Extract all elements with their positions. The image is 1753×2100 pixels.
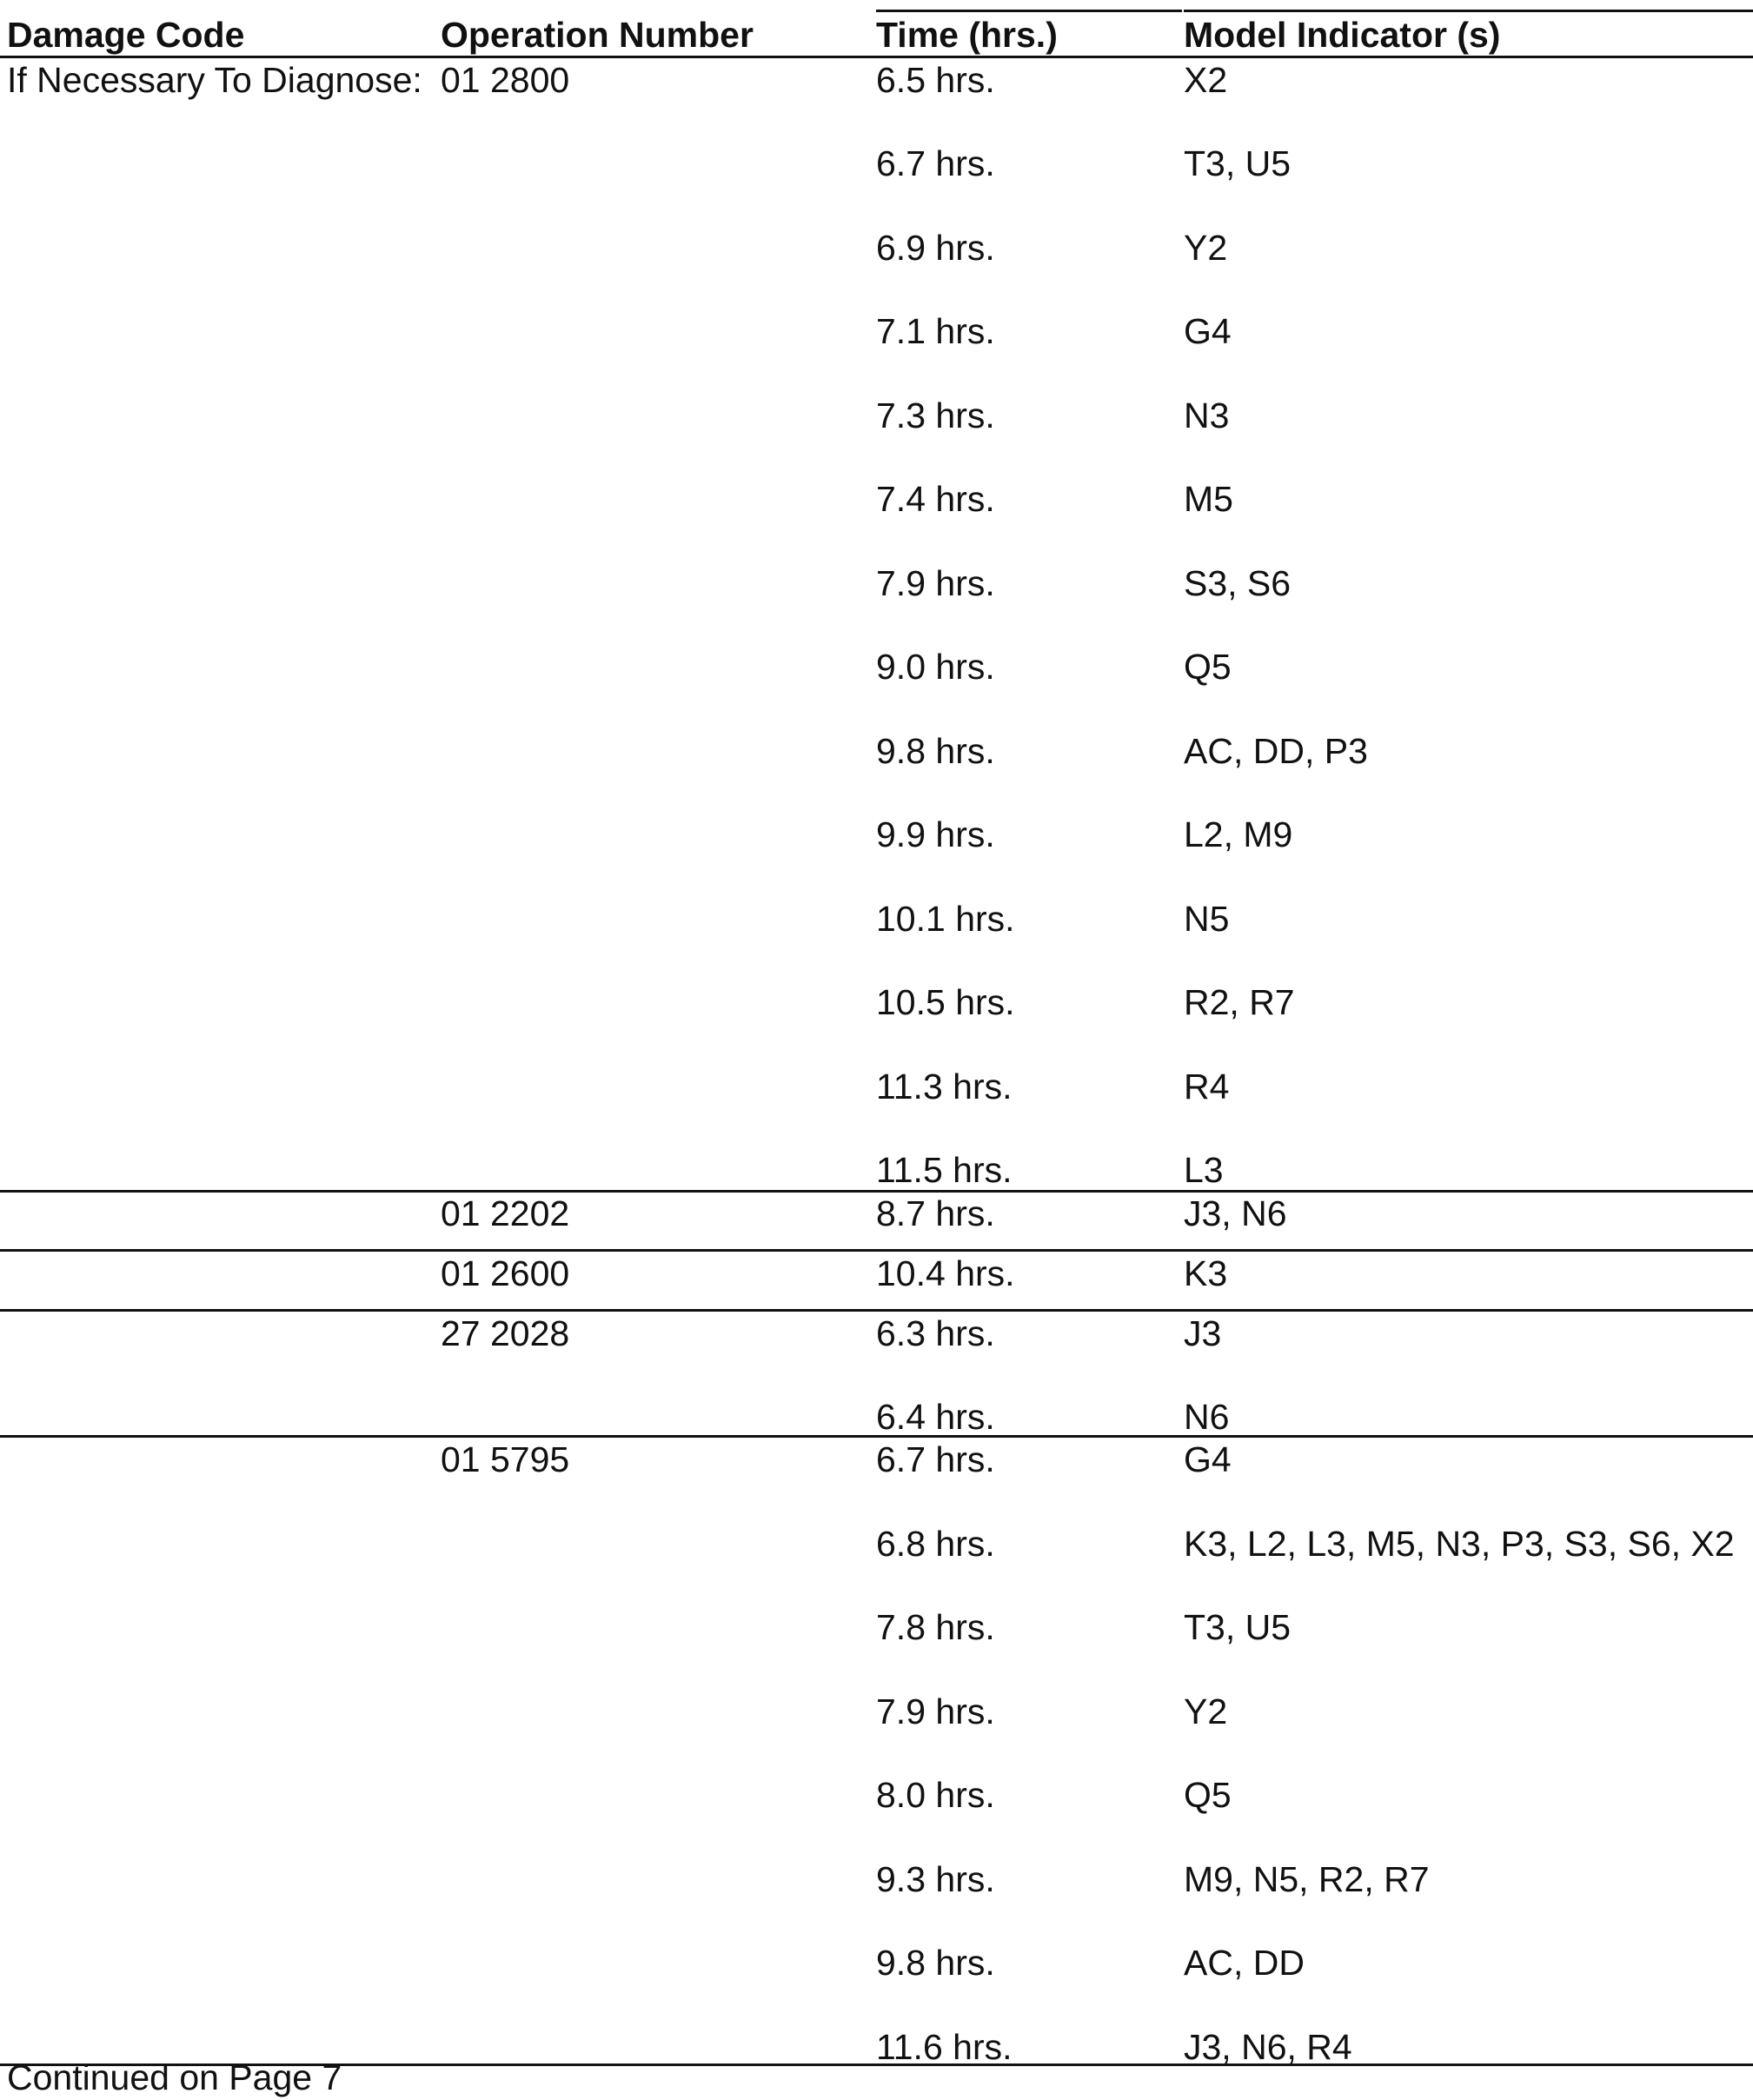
table-row — [0, 1518, 1753, 1570]
model-indicator-cell: AC, DD — [1184, 1943, 1305, 1983]
time-cell: 9.8 hrs. — [876, 1943, 995, 1983]
time-cell: 7.3 hrs. — [876, 395, 995, 435]
operation-number-cell: 01 2800 — [441, 60, 570, 100]
time-cell: 8.0 hrs. — [876, 1775, 995, 1815]
model-indicator-cell: M5 — [1184, 479, 1233, 519]
time-cell: 7.4 hrs. — [876, 479, 995, 519]
time-cell: 6.9 hrs. — [876, 228, 995, 268]
model-indicator-cell: K3, L2, L3, M5, N3, P3, S3, S6, X2 — [1184, 1524, 1735, 1564]
table-row — [0, 893, 1753, 945]
time-cell: 7.8 hrs. — [876, 1607, 995, 1647]
header-top-rule-right — [1184, 10, 1753, 12]
table-row — [0, 641, 1753, 693]
time-cell: 11.3 hrs. — [876, 1067, 1013, 1106]
time-cell: 6.7 hrs. — [876, 1439, 995, 1479]
table-row — [0, 1433, 1753, 1485]
time-cell: 7.9 hrs. — [876, 563, 995, 603]
model-indicator-cell: K3 — [1184, 1253, 1228, 1293]
header-damage-code: Damage Code — [7, 15, 245, 55]
table-row — [0, 976, 1753, 1028]
model-indicator-cell: AC, DD, P3 — [1184, 731, 1368, 771]
time-cell: 6.4 hrs. — [876, 1397, 995, 1437]
table-row — [0, 305, 1753, 357]
table-row — [0, 137, 1753, 189]
time-cell: 6.3 hrs. — [876, 1313, 995, 1353]
table-row — [0, 389, 1753, 442]
table-row — [0, 222, 1753, 274]
model-indicator-cell: T3, U5 — [1184, 143, 1292, 183]
table-row — [0, 1247, 1753, 1299]
time-cell: 6.8 hrs. — [876, 1524, 995, 1564]
model-indicator-cell: N6 — [1184, 1397, 1230, 1437]
header-operation-number: Operation Number — [441, 15, 754, 55]
model-indicator-cell: J3, N6 — [1184, 1193, 1287, 1233]
time-cell: 9.8 hrs. — [876, 731, 995, 771]
table-row — [0, 725, 1753, 777]
model-indicator-cell: R4 — [1184, 1067, 1230, 1106]
time-cell: 7.9 hrs. — [876, 1691, 995, 1731]
model-indicator-cell: Y2 — [1184, 228, 1228, 268]
table-row — [0, 557, 1753, 609]
time-cell: 10.1 hrs. — [876, 899, 1015, 939]
model-indicator-cell: G4 — [1184, 311, 1232, 351]
operation-number-cell: 01 5795 — [441, 1439, 570, 1479]
time-cell: 10.4 hrs. — [876, 1253, 1015, 1293]
damage-code-cell: If Necessary To Diagnose: — [7, 60, 422, 100]
operation-number-cell: 01 2600 — [441, 1253, 570, 1293]
table-row — [0, 1601, 1753, 1653]
model-indicator-cell: L2, M9 — [1184, 814, 1293, 854]
time-cell: 6.5 hrs. — [876, 60, 995, 100]
time-cell: 9.0 hrs. — [876, 647, 995, 687]
table-row — [0, 1685, 1753, 1738]
time-cell: 9.3 hrs. — [876, 1859, 995, 1899]
time-cell: 11.6 hrs. — [876, 2027, 1013, 2067]
table-header — [0, 0, 1753, 57]
header-top-rule — [876, 10, 1182, 12]
model-indicator-cell: Y2 — [1184, 1691, 1228, 1731]
time-cell: 8.7 hrs. — [876, 1193, 995, 1233]
model-indicator-cell: L3 — [1184, 1150, 1224, 1190]
model-indicator-cell: S3, S6 — [1184, 563, 1292, 603]
model-indicator-cell: Q5 — [1184, 647, 1232, 687]
table-row — [0, 54, 1753, 106]
table-row — [0, 473, 1753, 525]
table-row — [0, 1853, 1753, 1905]
model-indicator-cell: J3 — [1184, 1313, 1222, 1353]
header-model-indicator: Model Indicator (s) — [1184, 15, 1501, 55]
table-row — [0, 808, 1753, 861]
table-row — [0, 1769, 1753, 1821]
model-indicator-cell: Q5 — [1184, 1775, 1232, 1815]
time-cell: 10.5 hrs. — [876, 982, 1015, 1022]
table-row — [0, 1307, 1753, 1359]
model-indicator-cell: N3 — [1184, 395, 1230, 435]
operation-number-cell: 01 2202 — [441, 1193, 570, 1233]
header-time: Time (hrs.) — [876, 15, 1058, 55]
time-cell: 7.1 hrs. — [876, 311, 995, 351]
model-indicator-cell: J3, N6, R4 — [1184, 2027, 1352, 2067]
model-indicator-cell: T3, U5 — [1184, 1607, 1292, 1647]
model-indicator-cell: X2 — [1184, 60, 1228, 100]
continuation-note: Continued on Page 7 — [7, 2057, 342, 2097]
table-row — [0, 1937, 1753, 1989]
table-row — [0, 1060, 1753, 1113]
table-row — [0, 1187, 1753, 1239]
time-cell: 6.7 hrs. — [876, 143, 995, 183]
model-indicator-cell: N5 — [1184, 899, 1230, 939]
model-indicator-cell: R2, R7 — [1184, 982, 1295, 1022]
model-indicator-cell: M9, N5, R2, R7 — [1184, 1859, 1430, 1899]
time-cell: 11.5 hrs. — [876, 1150, 1013, 1190]
operation-number-cell: 27 2028 — [441, 1313, 570, 1353]
model-indicator-cell: G4 — [1184, 1439, 1232, 1479]
time-cell: 9.9 hrs. — [876, 814, 995, 854]
